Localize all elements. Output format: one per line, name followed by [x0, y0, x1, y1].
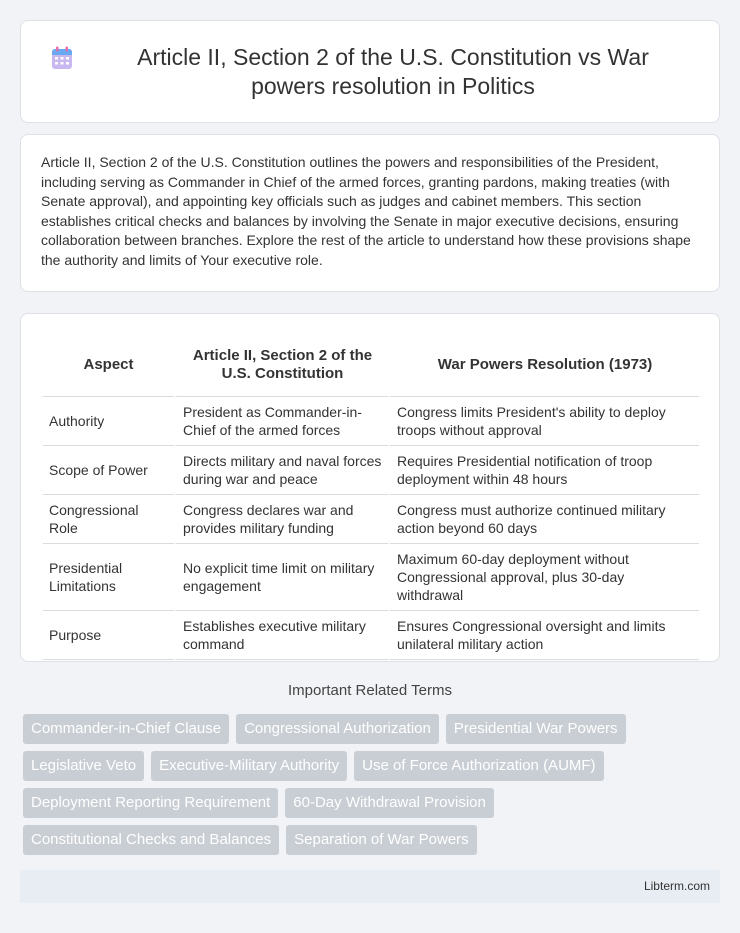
- table-cell: President as Commander-in-Chief of the armed forces: [174, 397, 388, 446]
- comparison-card: [20, 313, 720, 662]
- page-title: Article II, Section 2 of the U.S. Constitution vs War powers resolution in Politics: [137, 43, 649, 99]
- table-cell: No explicit time limit on military engagement: [174, 544, 388, 611]
- tag-commander-in-chief-clause[interactable]: Commander-in-Chief Clause: [23, 714, 229, 744]
- tag-deployment-reporting[interactable]: Deployment Reporting Requirement: [23, 788, 278, 818]
- table-cell: Scope of Power: [43, 446, 174, 495]
- table-row: [43, 495, 699, 544]
- table-row: [43, 397, 699, 446]
- table-cell: Congress must authorize continued military action beyond 60 days: [388, 495, 699, 544]
- comparison-table: [43, 334, 699, 660]
- tag-checks-and-balances[interactable]: Constitutional Checks and Balances: [23, 825, 279, 855]
- tag-aumf[interactable]: Use of Force Authorization (AUMF): [354, 751, 603, 781]
- tag-executive-military-authority[interactable]: Executive-Military Authority: [151, 751, 347, 781]
- intro-paragraph: Article II, Section 2 of the U.S. Constitution outlines the powers and responsibilities of the President, including serving as Commander in Chief of the armed forces, granting pardons, making treaties (with Senate approval), and appointing key officials such as judges and cabinet members. This section establishes critical checks and balances by involving the Senate in major executive decisions, ensuring collaboration between branches. Explore the rest of the article to understand how these provisions shape the authority and limits of Your executive role.: [41, 154, 691, 268]
- title-card: [20, 20, 720, 123]
- table-row: [43, 544, 699, 611]
- related-terms-list: [23, 714, 723, 862]
- table-cell: Congress limits President's ability to deploy troops without approval: [388, 397, 699, 446]
- header-article-ii: Article II, Section 2 of the U.S. Constitution: [174, 334, 388, 397]
- table-cell: Congress declares war and provides military funding: [174, 495, 388, 544]
- tag-60-day-withdrawal[interactable]: 60-Day Withdrawal Provision: [285, 788, 494, 818]
- table-cell: Ensures Congressional oversight and limits unilateral military action: [388, 611, 699, 660]
- table-cell: Purpose: [43, 611, 174, 660]
- table-cell: Establishes executive military command: [174, 611, 388, 660]
- table-cell: Directs military and naval forces during war and peace: [174, 446, 388, 495]
- calendar-icon: [51, 46, 73, 70]
- tag-legislative-veto[interactable]: Legislative Veto: [23, 751, 144, 781]
- intro-card: [20, 134, 720, 292]
- table-cell: Maximum 60-day deployment without Congressional approval, plus 30-day withdrawal: [388, 544, 699, 611]
- tag-separation-of-war-powers[interactable]: Separation of War Powers: [286, 825, 477, 855]
- header-aspect: Aspect: [43, 334, 174, 397]
- footer-site-link[interactable]: Libterm.com: [643, 879, 710, 893]
- tag-congressional-authorization[interactable]: Congressional Authorization: [236, 714, 439, 744]
- table-cell: Presidential Limitations: [43, 544, 174, 611]
- table-cell: Authority: [43, 397, 174, 446]
- related-terms-heading: Important Related Terms: [288, 682, 452, 699]
- table-cell: Requires Presidential notification of troop deployment within 48 hours: [388, 446, 699, 495]
- table-row: [43, 446, 699, 495]
- footer: [20, 870, 720, 903]
- table-row: [43, 611, 699, 660]
- tag-presidential-war-powers[interactable]: Presidential War Powers: [446, 714, 626, 744]
- table-header-row: [43, 334, 699, 397]
- header-war-powers: War Powers Resolution (1973): [388, 334, 699, 397]
- table-cell: Congressional Role: [43, 495, 174, 544]
